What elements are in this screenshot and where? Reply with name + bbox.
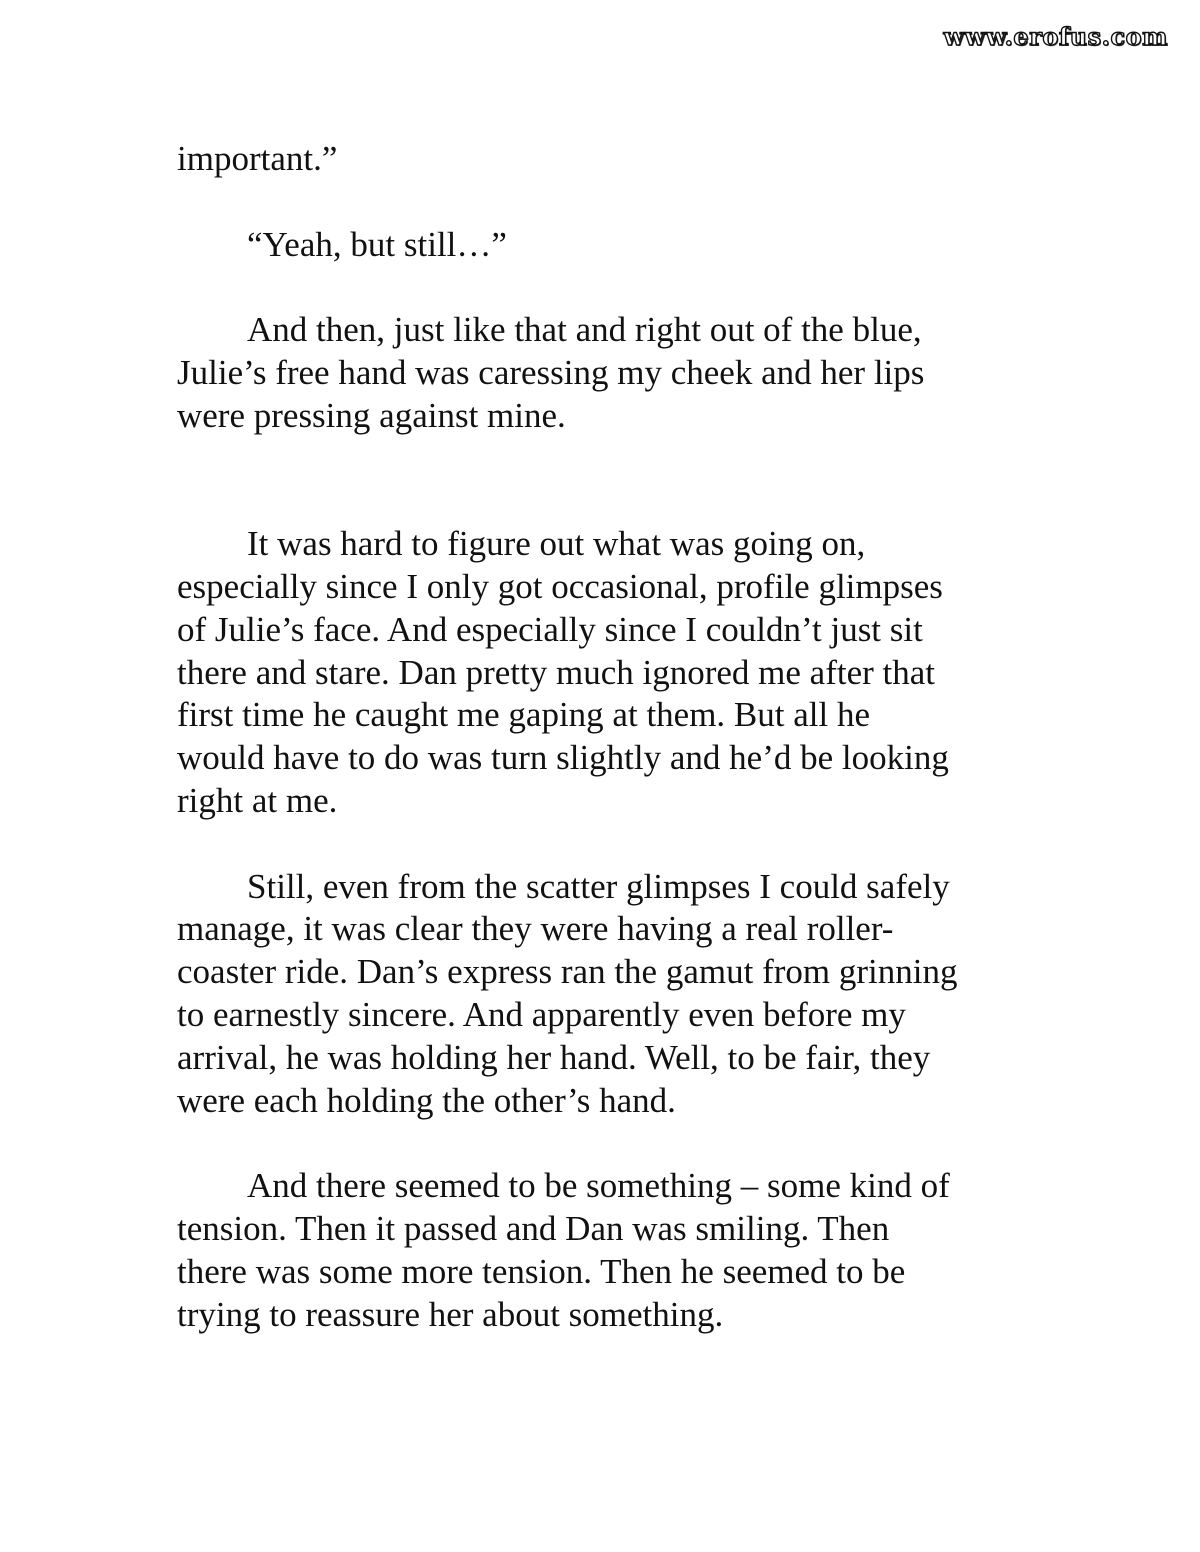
text-line: “Yeah, but still…” — [247, 224, 507, 264]
text-line: right at me. — [177, 780, 338, 820]
text-line: would have to do was turn slightly and he’d be looking — [177, 738, 949, 778]
text-line: especially since I only got occasional, profile glimpses — [177, 566, 943, 606]
text-line: important.” — [177, 139, 338, 178]
paragraph-3 — [177, 309, 1037, 437]
text-line: there was some more tension. Then he seemed to be — [177, 1251, 906, 1291]
text-line: were pressing against mine. — [177, 395, 566, 435]
text-line: to earnestly sincere. And apparently even before my — [177, 994, 906, 1034]
text-line: It was hard to figure out what was going on, — [247, 524, 866, 564]
text-line: there and stare. Dan pretty much ignored me after that — [177, 652, 936, 692]
text-line: Julie’s free hand was caressing my cheek and her lips — [177, 352, 925, 392]
text-line: And then, just like that and right out of the blue, — [247, 310, 922, 350]
site-watermark: www.erofus.com — [943, 22, 1168, 51]
paragraph-1 — [177, 138, 1037, 181]
text-line: trying to reassure her about something. — [177, 1294, 724, 1334]
story-text — [177, 138, 1037, 1336]
text-line: Still, even from the scatter glimpses I could safely — [247, 866, 950, 906]
paragraph-4 — [177, 523, 1037, 823]
text-line: manage, it was clear they were having a real roller- — [177, 909, 894, 949]
text-line: first time he caught me gaping at them. But all he — [177, 695, 871, 735]
paragraph-2 — [177, 224, 1037, 267]
text-line: arrival, he was holding her hand. Well, to be fair, they — [177, 1037, 931, 1077]
text-line: coaster ride. Dan’s express ran the gamut from grinning — [177, 952, 958, 992]
text-line: And there seemed to be something – some kind of — [247, 1166, 950, 1206]
text-line: of Julie’s face. And especially since I couldn’t just sit — [177, 609, 923, 649]
paragraph-5 — [177, 866, 1037, 1123]
paragraph-6 — [177, 1165, 1037, 1336]
text-line: tension. Then it passed and Dan was smiling. Then — [177, 1208, 890, 1248]
text-line: were each holding the other’s hand. — [177, 1080, 676, 1120]
